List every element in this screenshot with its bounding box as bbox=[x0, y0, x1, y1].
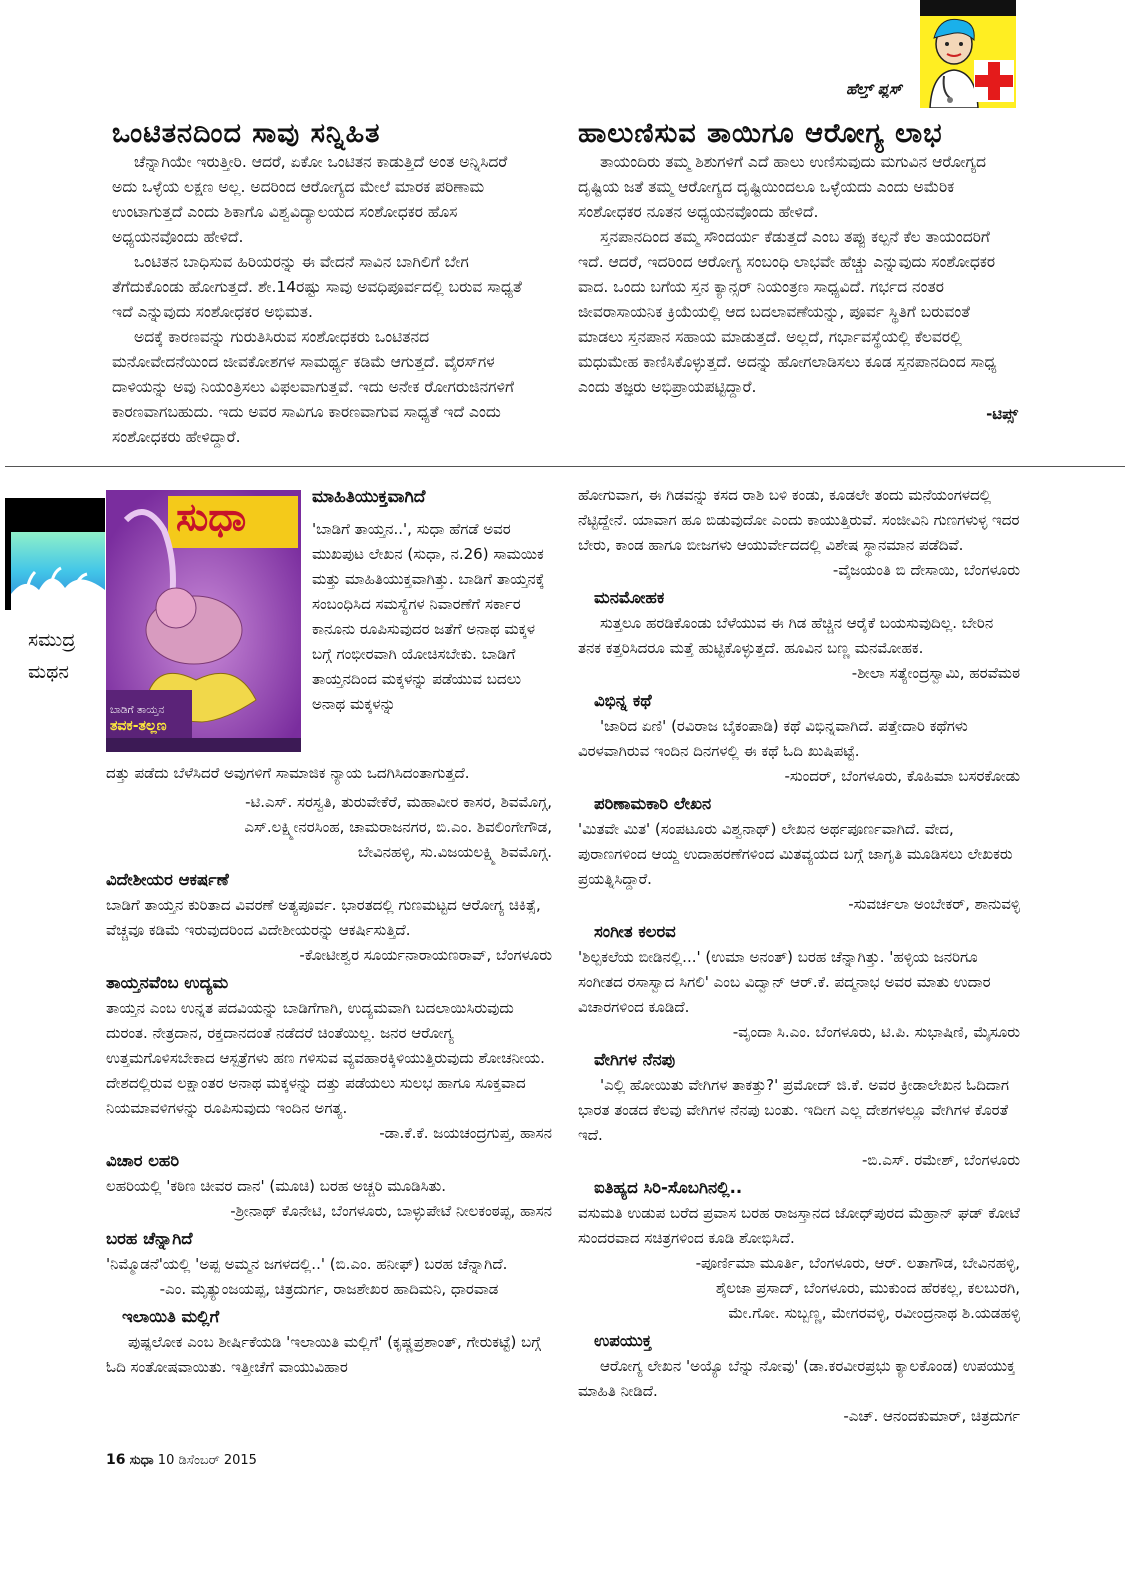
letter-title: ಸಂಗೀತ ಕಲರವ bbox=[594, 922, 676, 941]
column-label-line: ಸಮುದ್ರ bbox=[28, 629, 76, 651]
signature-line: -ಶೀಲಾ ಸತ್ಯೇಂದ್ರಸ್ವಾಮಿ, ಹರವೆಮಠ bbox=[851, 664, 1020, 682]
letter-signature bbox=[578, 1404, 1020, 1429]
letter-item bbox=[106, 1226, 552, 1302]
letter-signature bbox=[578, 1251, 1020, 1326]
letters-left-column bbox=[106, 761, 552, 1380]
letter-body: ಹೋಗುವಾಗ, ಈ ಗಿಡವನ್ನು ಕಸದ ರಾಶಿ ಬಳಿ ಕಂಡು, ಕೂಡಲೇ ತಂದು ಮನೆಯಂಗಳದಲ್ಲಿ ನೆಟ್ಟಿದ್ದೇನೆ. ಯಾವಾಗ ಹೂ ಬಿಡುವುದೋ ಎಂದು ಕಾಯುತ್ತಿರುವೆ. ಸಂಜೀವಿನಿ ಗುಣಗಳುಳ್ಳ ಇದರ ಬೇರು, ಕಾಂಡ ಹಾಗೂ ಬೀಜಗಳು ಆಯುರ್ವೇದದಲ್ಲಿ ವಿಶೇಷ ಸ್ಥಾನಮಾನ ಪಡೆದಿವೆ. bbox=[578, 486, 1020, 554]
letter-body: ಆರೋಗ್ಯ ಲೇಖನ 'ಅಯ್ಯೊ ಬೆನ್ನು ನೋವು' (ಡಾ.ಕರವೀರಪ್ರಭು ಕ್ಯಾಲಕೊಂಡ) ಉಪಯುಕ್ತ ಮಾಹಿತಿ ನೀಡಿದೆ. bbox=[578, 1357, 1016, 1400]
letter-signature bbox=[106, 1121, 552, 1146]
signature-line: ಬೇವಿನಹಳ್ಳಿ, ಸು.ವಿಜಯಲಕ್ಷ್ಮಿ ಶಿವಮೊಗ್ಗ. bbox=[357, 843, 552, 861]
section-divider bbox=[5, 466, 1125, 467]
letter-body: ಬಾಡಿಗೆ ತಾಯ್ತನ ಕುರಿತಾದ ವಿವರಣೆ ಅತ್ಯಪೂರ್ವ. ಭಾರತದಲ್ಲಿ ಗುಣಮಟ್ಟದ ಆರೋಗ್ಯ ಚಿಕಿತ್ಸೆ, ವೆಚ್ಚವೂ ಕಡಿಮೆ ಇರುವುದರಿಂದ ವಿದೇಶೀಯರನ್ನು ಆಕರ್ಷಿಸುತ್ತಿದೆ. bbox=[106, 896, 541, 939]
letter-item bbox=[578, 1047, 1020, 1173]
letter-signature bbox=[578, 764, 1020, 789]
signature-line: -ಎಂ. ಮೃತ್ಯುಂಜಯಪ್ಪ, ಚಿತ್ರದುರ್ಗ, ರಾಜಶೇಖರ ಹಾದಿಮನಿ, ಧಾರವಾಡ bbox=[159, 1280, 499, 1298]
signature-line: -ಶ್ರೀನಾಥ್ ಕೊನೇಟಿ, ಬೆಂಗಳೂರು, ಬಾಳ್ಳುಪೇಟೆ ನೀಲಕಂಠಪ್ಪ, ಹಾಸನ bbox=[230, 1202, 552, 1220]
page-number: 16 bbox=[106, 1452, 126, 1468]
article-paragraph: ಅದಕ್ಕೆ ಕಾರಣವನ್ನು ಗುರುತಿಸಿರುವ ಸಂಶೋಧಕರು ಒಂಟಿತನದ ಮನೋವೇದನೆಯಿಂದ ಜೀವಕೋಶಗಳ ಸಾಮರ್ಥ್ಯ ಕಡಿಮೆ ಆಗುತ್ತದೆ. ವೈರಸ್‌ಗಳ ದಾಳಿಯನ್ನು ಅವು ನಿಯಂತ್ರಿಸಲು ವಿಫಲವಾಗುತ್ತವೆ. ಇದು ಅನೇಕ ರೋಗರುಜಿನಗಳಿಗೆ ಕಾರಣವಾಗಬಹುದು. ಇದು ಅವರ ಸಾವಿಗೂ ಕಾರಣವಾಗುವ ಸಾಧ್ಯತೆ ಇದೆ ಎಂದು ಸಂಶೋಧಕರು ಹೇಳಿದ್ದಾರೆ. bbox=[112, 328, 514, 446]
letter-title: ವಿಭಿನ್ನ ಕಥೆ bbox=[594, 691, 652, 710]
letter-item bbox=[578, 688, 1020, 789]
letter-signature bbox=[106, 1199, 552, 1224]
letter-title: ತಾಯ್ತನವೆಂಬ ಉದ್ಯಮ bbox=[106, 973, 229, 992]
article-paragraph: ಒಂಟಿತನ ಬಾಧಿಸುವ ಹಿರಿಯರನ್ನು ಈ ವೇದನೆ ಸಾವಿನ ಬಾಗಿಲಿಗೆ ಬೇಗ ತೆಗೆದುಕೊಂಡು ಹೋಗುತ್ತದೆ. ಶೇ.14ರಷ್ಟು ಸಾವು ಅವಧಿಪೂರ್ವದಲ್ಲಿ ಬರುವ ಸಾಧ್ಯತೆ ಇದೆ ಎನ್ನುವುದು ಸಂಶೋಧಕರ ಅಭಿಮತ. bbox=[112, 253, 522, 321]
letter-title: ವಿಚಾರ ಲಹರಿ bbox=[106, 1151, 180, 1170]
signature-line: -ಕೋಟೀಶ್ವರ ಸೂರ್ಯನಾರಾಯಣರಾವ್, ಬೆಂಗಳೂರು bbox=[299, 946, 552, 964]
letter-signature bbox=[578, 661, 1020, 686]
letter-signature bbox=[106, 1277, 552, 1302]
letter-title: ಬರಹ ಚೆನ್ನಾಗಿದೆ bbox=[106, 1229, 193, 1248]
letter-body: ತಾಯ್ತನ ಎಂಬ ಉನ್ನತ ಪದವಿಯನ್ನು ಬಾಡಿಗೆಗಾಗಿ, ಉದ್ಯಮವಾಗಿ ಬದಲಾಯಿಸಿರುವುದು ದುರಂತ. ನೇತ್ರದಾನ, ರಕ್ತದಾನದಂತೆ ನಡೆದರೆ ಚಿಂತೆಯಿಲ್ಲ. ಜನರ ಆರೋಗ್ಯ ಉತ್ತಮಗೊಳಿಸಬೇಕಾದ ಆಸ್ಪತ್ರೆಗಳು ಹಣ ಗಳಿಸುವ ವ್ಯವಹಾರಕ್ಕಿಳಿಯುತ್ತಿರುವುದು ಶೋಚನೀಯ. ದೇಶದಲ್ಲಿರುವ ಲಕ್ಷಾಂತರ ಅನಾಥ ಮಕ್ಕಳನ್ನು ದತ್ತು ಪಡೆಯಲು ಸುಲಭ ಹಾಗೂ ಸೂಕ್ತವಾದ ನಿಯಮಾವಳಿಗಳನ್ನು ರೂಪಿಸುವುದು ಇಂದಿನ ಅಗತ್ಯ. bbox=[106, 999, 545, 1117]
letter-title: ಇಲಾಯಿತಿ ಮಲ್ಲಿಗೆ bbox=[122, 1307, 220, 1326]
signature-line: ಮೇ.ಗೋ. ಸುಬ್ಬಣ್ಣ, ಮೇಗರವಳ್ಳಿ, ರವೀಂದ್ರನಾಥ ಶಿ.ಯಡಹಳ್ಳಿ bbox=[728, 1304, 1020, 1322]
signature-line: ಎಸ್.ಲಕ್ಷ್ಮೀನರಸಿಂಹ, ಚಾಮರಾಜನಗರ, ಬಿ.ಎಂ. ಶಿವಲಿಂಗೇಗೌಡ, bbox=[244, 818, 552, 836]
signature-line: -ಪೂರ್ಣಿಮಾ ಮೂರ್ತಿ, ಬೆಂಗಳೂರು, ಆರ್. ಲತಾಗೌಡ, ಬೇವಿನಹಳ್ಳಿ, bbox=[695, 1254, 1020, 1272]
article-signature: -ಟಿಪ್ಸ್ bbox=[986, 405, 1018, 423]
letter-signature bbox=[578, 892, 1020, 917]
letter-body: ದತ್ತು ಪಡೆದು ಬೆಳೆಸಿದರೆ ಅವುಗಳಿಗೆ ಸಾಮಾಜಿಕ ನ್ಯಾಯ ಒದಗಿಸಿದಂತಾಗುತ್ತದೆ. bbox=[106, 764, 470, 782]
letter-signature bbox=[106, 790, 552, 865]
article-paragraph: ತಾಯಂದಿರು ತಮ್ಮ ಶಿಶುಗಳಿಗೆ ಎದೆ ಹಾಲು ಉಣಿಸುವುದು ಮಗುವಿನ ಆರೋಗ್ಯದ ದೃಷ್ಟಿಯ ಜತೆ ತಮ್ಮ ಆರೋಗ್ಯದ ದೃಷ್ಟಿಯಿಂದಲೂ ಒಳ್ಳೆಯದು ಎಂದು ಅಮೆರಿಕ ಸಂಶೋಧಕರ ನೂತನ ಅಧ್ಯಯನವೊಂದು ಹೇಳಿದೆ. bbox=[578, 153, 987, 221]
letter-body: ಪುಷ್ಪಲೋಕ ಎಂಬ ಶೀರ್ಷಿಕೆಯಡಿ 'ಇಲಾಯಿತಿ ಮಲ್ಲಿಗೆ' (ಕೃಷ್ಣಪ್ರಶಾಂತ್, ಗೇರುಕಟ್ಟೆ) ಬಗ್ಗೆ ಓದಿ ಸಂತೋಷವಾಯಿತು. ಇತ್ತೀಚೆಗೆ ವಾಯುವಿಹಾರ bbox=[106, 1333, 541, 1376]
article-title-right: ಹಾಲುಣಿಸುವ ತಾಯಿಗೂ ಆರೋಗ್ಯ ಲಾಭ bbox=[578, 118, 943, 149]
signature-line: -ವೈಜಯಂತಿ ಬಿ ದೇಸಾಯಿ, ಬೆಂಗಳೂರು bbox=[832, 561, 1020, 579]
letter-item bbox=[106, 970, 552, 1146]
letter-item bbox=[106, 1304, 552, 1380]
letter-title: ಐತಿಹ್ಯದ ಸಿರಿ-ಸೊಬಗಿನಲ್ಲಿ.. bbox=[594, 1178, 743, 1197]
magazine-logo: ಸುಧಾ bbox=[176, 495, 247, 539]
letter-title: ವಿದೇಶೀಯರ ಆಕರ್ಷಣೆ bbox=[106, 870, 229, 889]
letter-body: ವಸುಮತಿ ಉಡುಪ ಬರೆದ ಪ್ರವಾಸ ಬರಹ ರಾಜಸ್ತಾನದ ಜೋಧ್‌ಪುರದ ಮೆಹ್ರಾನ್ ಘಡ್ ಕೋಟೆ ಸುಂದರವಾದ ಸಚಿತ್ರಗಳಿಂದ ಕೂಡಿ ಶೋಭಿಸಿದೆ. bbox=[578, 1204, 1020, 1247]
letter-item bbox=[578, 919, 1020, 1045]
letter-body: ಸುತ್ತಲೂ ಹರಡಿಕೊಂಡು ಬೆಳೆಯುವ ಈ ಗಿಡ ಹೆಚ್ಚಿನ ಆರೈಕೆ ಬಯಸುವುದಿಲ್ಲ. ಬೇರಿನ ತನಕ ಕತ್ತರಿಸಿದರೂ ಮತ್ತೆ ಹುಟ್ಟಿಕೊಳ್ಳುತ್ತದೆ. ಹೂವಿನ ಬಣ್ಣ ಮನಮೋಹಕ. bbox=[578, 614, 994, 657]
page-footer bbox=[106, 1452, 257, 1468]
cover-tagline: ತವಕ-ತಲ್ಲಣ bbox=[110, 718, 167, 734]
wave-icon bbox=[5, 498, 105, 610]
article-paragraph: ಚೆನ್ನಾಗಿಯೇ ಇರುತ್ತೀರಿ. ಆದರೆ, ಏಕೋ ಒಂಟಿತನ ಕಾಡುತ್ತಿದೆ ಅಂತ ಅನ್ನಿಸಿದರೆ ಅದು ಒಳ್ಳೆಯ ಲಕ್ಷಣ ಅಲ್ಲ. ಅದರಿಂದ ಆರೋಗ್ಯದ ಮೇಲೆ ಮಾರಕ ಪರಿಣಾಮ ಉಂಟಾಗುತ್ತದೆ ಎಂದು ಶಿಕಾಗೊ ವಿಶ್ವವಿದ್ಯಾಲಯದ ಸಂಶೋಧಕರ ಹೊಸ ಅಧ್ಯಯನವೊಂದು ಹೇಳಿದೆ. bbox=[112, 153, 508, 246]
signature-line: -ಬಿ.ಎಸ್. ರಮೇಶ್, ಬೆಂಗಳೂರು bbox=[861, 1151, 1020, 1169]
letter-title: ಉಪಯುಕ್ತ bbox=[594, 1331, 652, 1350]
letter-body: 'ಶಿಲ್ಪಕಲೆಯ ಬೀಡಿನಲ್ಲಿ...' (ಉಮಾ ಅನಂತ್) ಬರಹ ಚೆನ್ನಾಗಿತ್ತು. 'ಹಳ್ಳಿಯ ಜನರಿಗೂ ಸಂಗೀತದ ರಸಾಸ್ವಾದ ಸಿಗಲಿ' ಎಂಬ ವಿದ್ವಾನ್ ಆರ್.ಕೆ. ಪದ್ಮನಾಭ ಅವರ ಮಾತು ಉದಾರ ವಿಚಾರಗಳಿಂದ ಕೂಡಿದೆ. bbox=[578, 948, 991, 1016]
letter-item bbox=[578, 791, 1020, 917]
column-label bbox=[28, 624, 75, 688]
article-title-left: ಒಂಟಿತನದಿಂದ ಸಾವು ಸನ್ನಿಹಿತ bbox=[112, 118, 381, 149]
letter-title: ಮಾಹಿತಿಯುಕ್ತವಾಗಿದೆ bbox=[312, 487, 426, 507]
letter-body: 'ನಿಮ್ಮೊಡನೆ'ಯಲ್ಲಿ 'ಅಪ್ಪ ಅಮ್ಮನ ಜಗಳದಲ್ಲಿ..' (ಬಿ.ಎಂ. ಹನೀಫ್) ಬರಹ ಚೆನ್ನಾಗಿದೆ. bbox=[106, 1255, 508, 1273]
letter-item bbox=[578, 1175, 1020, 1326]
signature-line: -ವೃಂದಾ ಸಿ.ಎಂ. ಬೆಂಗಳೂರು, ಟಿ.ಪಿ. ಸುಭಾಷಿಣಿ, ಮೈಸೂರು bbox=[732, 1023, 1020, 1041]
footer-magazine: ಸುಧಾ bbox=[129, 1453, 154, 1468]
footer-date: 10 ಡಿಸೆಂಬರ್ 2015 bbox=[157, 1453, 257, 1468]
section-label: ಹೆಲ್ತ್ ಪ್ಲಸ್ bbox=[846, 80, 902, 98]
letter-body: 'ಬಾಡಿಗೆ ತಾಯ್ತನ..', ಸುಧಾ ಹೆಗಡೆ ಅವರ ಮುಖಪುಟ ಲೇಖನ (ಸುಧಾ, ನ.26) ಸಾಮಯಿಕ ಮತ್ತು ಮಾಹಿತಿಯುಕ್ತವಾಗಿತ್ತು. ಬಾಡಿಗೆ ತಾಯ್ತನಕ್ಕೆ ಸಂಬಂಧಿಸಿದ ಸಮಸ್ಯೆಗಳ ನಿವಾರಣೆಗೆ ಸರ್ಕಾರ ಕಾನೂನು ರೂಪಿಸುವುದರ ಜತೆಗೆ ಅನಾಥ ಮಕ್ಕಳ ಬಗ್ಗೆ ಗಂಭೀರವಾಗಿ ಯೋಚಿಸಬೇಕು. ಬಾಡಿಗೆ ತಾಯ್ತನದಿಂದ ಮಕ್ಕಳನ್ನು ಪಡೆಯುವ ಬದಲು ಅನಾಥ ಮಕ್ಕಳನ್ನು bbox=[312, 520, 545, 713]
letters-right-column bbox=[578, 483, 1020, 1429]
letter-signature bbox=[578, 558, 1020, 583]
signature-line: -ಟಿ.ಎಸ್. ಸರಸ್ವತಿ, ತುರುವೇಕೆರೆ, ಮಹಾವೀರ ಕಾಸರ, ಶಿವಮೊಗ್ಗ, bbox=[245, 793, 552, 811]
letter-body: ಲಹರಿಯಲ್ಲಿ 'ಕಠಿಣ ಚೀವರ ದಾನ' (ಮೂಚಿ) ಬರಹ ಅಚ್ಚರಿ ಮೂಡಿಸಿತು. bbox=[106, 1177, 447, 1195]
letter-body: 'ಜಾರಿದ ಏಣಿ' (ರವಿರಾಜ ಬೈಕಂಪಾಡಿ) ಕಥೆ ವಿಭಿನ್ನವಾಗಿದೆ. ಪತ್ತೇದಾರಿ ಕಥೆಗಳು ವಿರಳವಾಗಿರುವ ಇಂದಿನ ದಿನಗಳಲ್ಲಿ ಈ ಕಥೆ ಓದಿ ಖುಷಿಪಟ್ಟೆ. bbox=[578, 717, 968, 760]
cover-tagline: ಬಾಡಿಗೆ ತಾಯ್ತನ bbox=[110, 704, 165, 716]
signature-line: -ಸುಂದರ್, ಬೆಂಗಳೂರು, ಕೊಹಿಮಾ ಬಸರಕೋಡು bbox=[784, 767, 1020, 785]
letter-signature bbox=[578, 1148, 1020, 1173]
column-label-line: ಮಥನ bbox=[28, 661, 69, 683]
letter-title: ವೇಗಿಗಳ ನೆನಪು bbox=[594, 1050, 676, 1069]
letter-item bbox=[578, 585, 1020, 686]
signature-line: -ಎಚ್. ಆನಂದಕುಮಾರ್, ಚಿತ್ರದುರ್ಗ bbox=[843, 1407, 1020, 1425]
letter-signature bbox=[578, 1020, 1020, 1045]
health-plus-icon bbox=[920, 0, 1016, 108]
letter-signature bbox=[106, 943, 552, 968]
letter-title: ಮನಮೋಹಕ bbox=[594, 588, 665, 607]
letter-item bbox=[106, 867, 552, 968]
article-paragraph: ಸ್ತನಪಾನದಿಂದ ತಮ್ಮ ಸೌಂದರ್ಯ ಕೆಡುತ್ತದೆ ಎಂಬ ತಪ್ಪು ಕಲ್ಪನೆ ಕೆಲ ತಾಯಂದರಿಗೆ ಇದೆ. ಆದರೆ, ಇದರಿಂದ ಆರೋಗ್ಯ ಸಂಬಂಧಿ ಲಾಭವೇ ಹೆಚ್ಚು ಎನ್ನುವುದು ಸಂಶೋಧಕರ ವಾದ. ಒಂದು ಬಗೆಯ ಸ್ತನ ಕ್ಯಾನ್ಸರ್ ನಿಯಂತ್ರಣ ಸಾಧ್ಯವಿದೆ. ಗರ್ಭದ ನಂತರ ಜೀವರಾಸಾಯನಿಕ ಕ್ರಿಯೆಯಲ್ಲಿ ಆದ ಬದಲಾವಣೆಯನ್ನು, ಪೂರ್ವ ಸ್ಥಿತಿಗೆ ಬರುವಂತೆ ಮಾಡಲು ಸ್ತನಪಾನ ಸಹಾಯ ಮಾಡುತ್ತದೆ. ಅಲ್ಲದೆ, ಗರ್ಭಾವಸ್ಥೆಯಲ್ಲಿ ಕೆಲವರಲ್ಲಿ ಮಧುಮೇಹ ಕಾಣಿಸಿಕೊಳ್ಳುತ್ತದೆ. ಅದನ್ನು ಹೋಗಲಾಡಿಸಲು ಕೂಡ ಸ್ತನಪಾನದಿಂದ ಸಾಧ್ಯ ಎಂದು ತಜ್ಞರು ಅಭಿಪ್ರಾಯಪಟ್ಟಿದ್ದಾರೆ. bbox=[578, 228, 997, 396]
letter-body: 'ಮಿತವೇ ಮಿತ' (ಸಂಪಟೂರು ವಿಶ್ವನಾಥ್) ಲೇಖನ ಅರ್ಥಪೂರ್ಣವಾಗಿದೆ. ವೇದ, ಪುರಾಣಗಳಿಂದ ಆಯ್ದ ಉದಾಹರಣೆಗಳಿಂದ ಮಿತವ್ಯಯದ ಬಗ್ಗೆ ಜಾಗೃತಿ ಮೂಡಿಸಲು ಲೇಖಕರು ಪ್ರಯತ್ನಿಸಿದ್ದಾರೆ. bbox=[578, 820, 1013, 888]
signature-line: -ಸುವರ್ಚಲಾ ಅಂಬೇಕರ್, ಶಾನುವಳ್ಳಿ bbox=[848, 895, 1020, 913]
letter-item bbox=[106, 1148, 552, 1224]
letter-item bbox=[578, 1328, 1020, 1429]
signature-line: ಶೈಲಜಾ ಪ್ರಸಾದ್, ಬೆಂಗಳೂರು, ಮುಕುಂದ ಹೆರಕಲ್ಲ, ಕಲಬುರಗಿ, bbox=[715, 1279, 1020, 1297]
letter-body: 'ಎಲ್ಲಿ ಹೋಯಿತು ವೇಗಿಗಳ ತಾಕತ್ತು?' ಪ್ರಮೋದ್ ಜಿ.ಕೆ. ಅವರ ಕ್ರೀಡಾಲೇಖನ ಓದಿದಾಗ ಭಾರತ ತಂಡದ ಕೆಲವು ವೇಗಿಗಳ ನೆನಪು ಬಂತು. ಇದೀಗ ಎಲ್ಲ ದೇಶಗಳಲ್ಲೂ ವೇಗಿಗಳ ಕೊರತೆ ಇದೆ. bbox=[578, 1076, 1009, 1144]
signature-line: -ಡಾ.ಕೆ.ಕೆ. ಜಯಚಂದ್ರಗುಪ್ತ, ಹಾಸನ bbox=[379, 1124, 552, 1142]
article-body-left bbox=[112, 150, 537, 450]
letter-title: ಪರಿಣಾಮಕಾರಿ ಲೇಖನ bbox=[594, 794, 712, 813]
article-body-right bbox=[578, 150, 1018, 427]
